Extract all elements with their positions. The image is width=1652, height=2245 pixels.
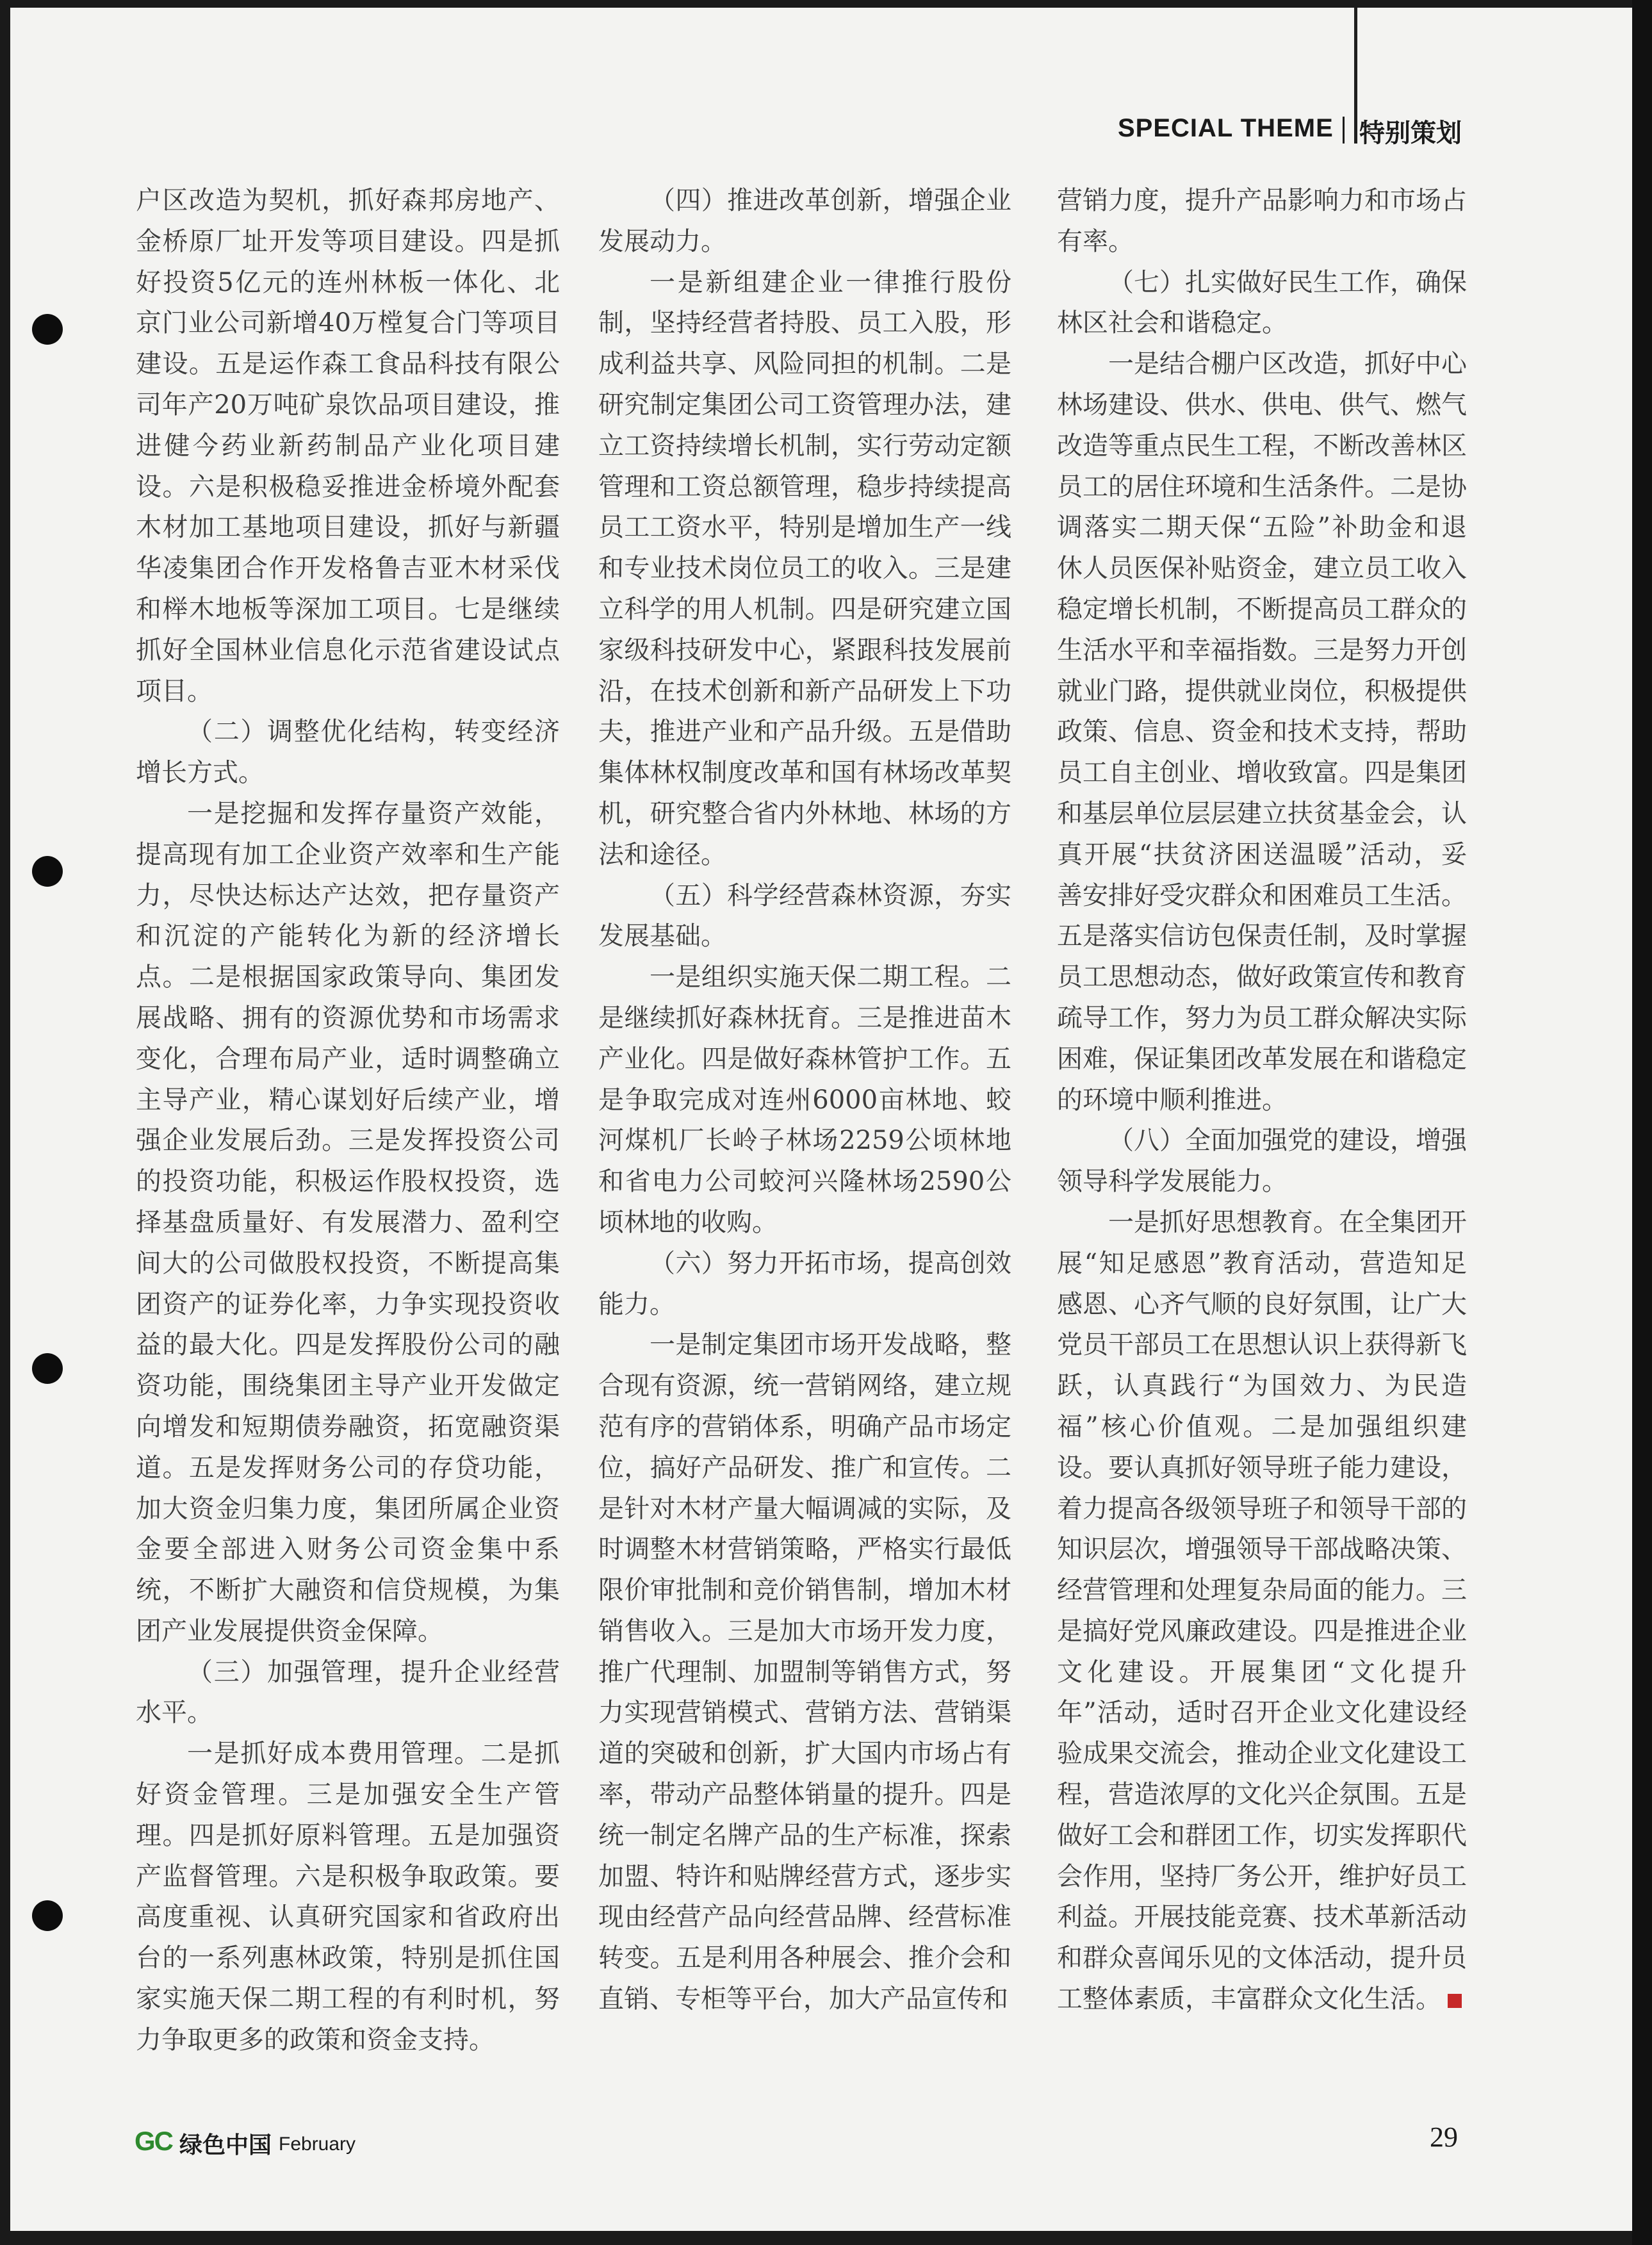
- scan-edge: [1632, 0, 1652, 2245]
- paragraph: 营销力度，提升产品影响力和市场占有率。: [1057, 186, 1467, 256]
- section-heading: （三）加强管理，提升企业经营水平。: [136, 1657, 560, 1728]
- text-column-1: [136, 181, 560, 2061]
- paragraph: 一是挖掘和发挥存量资产效能，提高现有加工企业资产效率和生产能力，尽快达标达产达效，把存量资产和沉淀的产能转化为新的经济增长点。二是根据国家政策导向、集团发展战略、拥有的资源优势和市场需求变化，合理布局产业，适时调整确立主导产业，精心谋划好后续产业，增强企业发展后劲。三是发挥投资公司的投资功能，积极运作股权投资，选择基盘质量好、有发展潜力、盈利空间大的公司做股权投资，不断提高集团资产的证券化率，力争实现投资收益的最大化。四是发挥股份公司的融资功能，围绕集团主导产业开发做定向增发和短期债券融资，拓宽融资渠道。五是发挥财务公司的存贷功能，加大资金归集力度，集团所属企业资金要全部进入财务公司资金集中系统，不断扩大融资和信贷规模，为集团产业发展提供资金保障。: [136, 798, 560, 1646]
- magazine-name: 绿色中国: [179, 2132, 272, 2159]
- end-of-article-mark: [1448, 1994, 1462, 2008]
- paragraph: 一是抓好成本费用管理。二是抓好资金管理。三是加强安全生产管理。四是抓好原料管理。五是加强资产监督管理。六是积极争取政策。要高度重视、认真研究国家和省政府出台的一系列惠林政策，特别是抓住国家实施天保二期工程的有利时机，努力争取更多的政策和资金支持。: [136, 1739, 560, 2055]
- paragraph: 一是新组建企业一律推行股份制，坚持经营者持股、员工入股，形成利益共享、风险同担的机制。二是研究制定集团公司工资管理办法，建立工资持续增长机制，实行劳动定额管理和工资总额管理，稳步持续提高员工工资水平，特别是增加生产一线和专业技术岗位员工的收入。三是建立科学的用人机制。四是研究建立国家级科技研发中心，紧跟科技发展前沿，在技术创新和新产品研发上下功夫，推进产业和产品升级。五是借助集体林权制度改革和国有林场改革契机，研究整合省内外林地、林场的方法和途径。: [598, 267, 1011, 869]
- binder-hole: [32, 314, 63, 345]
- section-heading: （八）全面加强党的建设，增强领导科学发展能力。: [1057, 1126, 1467, 1197]
- binder-hole: [32, 856, 63, 887]
- paragraph: 户区改造为契机，抓好森邦房地产、金桥原厂址开发等项目建设。四是抓好投资5亿元的连州林板一体化、北京门业公司新增40万樘复合门等项目建设。五是运作森工食品科技有限公司年产20万吨矿泉饮品项目建设，推进健今药业新药制品产业化项目建设。六是积极稳妥推进金桥境外配套木材加工基地项目建设，抓好与新疆华凌集团合作开发格鲁吉亚木材采伐和榉木地板等深加工项目。七是继续抓好全国林业信息化示范省建设试点项目。: [136, 186, 560, 706]
- header-divider-line: [1354, 8, 1357, 144]
- paragraph: 一是组织实施天保二期工程。二是继续抓好森林抚育。三是推进苗木产业化。四是做好森林管护工作。五是争取完成对连州6000亩林地、蛟河煤机厂长岭子林场2259公顷林地和省电力公司蛟河兴隆林场2590公顷林地的收购。: [598, 962, 1011, 1237]
- section-heading: （二）调整优化结构，转变经济增长方式。: [136, 717, 560, 788]
- section-heading: （五）科学经营森林资源，夯实发展基础。: [598, 880, 1011, 951]
- magazine-logo: GC: [135, 2126, 172, 2156]
- text-column-2: [598, 181, 1011, 2020]
- section-title-cn: 特别策划: [1359, 119, 1462, 148]
- binder-hole: [32, 1353, 63, 1384]
- section-heading: （四）推进改革创新，增强企业发展动力。: [598, 186, 1011, 256]
- paragraph: 一是制定集团市场开发战略，整合现有资源，统一营销网络，建立规范有序的营销体系，明确产品市场定位，搞好产品研发、推广和宣传。二是针对木材产量大幅调减的实际，及时调整木材营销策略，严格实行最低限价审批制和竞价销售制，增加木材销售收入。三是加大市场开发力度，推广代理制、加盟制等销售方式，努力实现营销模式、营销方法、营销渠道的突破和创新，扩大国内市场占有率，带动产品整体销量的提升。四是统一制定名牌产品的生产标准，探索加盟、特许和贴牌经营方式，逐步实现由经营产品向经营品牌、经营标准转变。五是利用各种展会、推介会和直销、专柜等平台，加大产品宣传和: [598, 1330, 1011, 2014]
- paragraph-final: [1057, 1203, 1467, 2020]
- header-separator: [1343, 117, 1345, 144]
- page-number: 29: [1430, 2121, 1458, 2153]
- section-title-en: SPECIAL THEME: [1118, 114, 1334, 142]
- binder-hole: [32, 1900, 63, 1931]
- section-heading: （六）努力开拓市场，提高创效能力。: [598, 1248, 1011, 1319]
- text-column-3: [1057, 181, 1467, 2020]
- issue-month: February: [279, 2134, 356, 2155]
- section-heading: （七）扎实做好民生工作，确保林区社会和谐稳定。: [1057, 267, 1467, 338]
- paragraph-text: 一是抓好思想教育。在全集团开展“知足感恩”教育活动，营造知足感恩、心齐气顺的良好氛围，让广大党员干部员工在思想认识上获得新飞跃，认真践行“为国效力、为民造福”核心价值观。二是加强组织建设。要认真抓好领导班子能力建设，着力提高各级领导班子和领导干部的知识层次，增强领导干部战略决策、经营管理和处理复杂局面的能力。三是搞好党风廉政建设。四是推进企业文化建设。开展集团“文化提升年”活动，适时召开企业文化建设经验成果交流会，推动企业文化建设工程，营造浓厚的文化兴企氛围。五是做好工会和群团工作，切实发挥职代会作用，坚持厂务公开，维护好员工利益。开展技能竞赛、技术革新活动和群众喜闻乐见的文体活动，提升员工整体素质，丰富群众文化生活。: [1057, 1207, 1467, 2014]
- paragraph: 一是结合棚户区改造，抓好中心林场建设、供水、供电、供气、燃气改造等重点民生工程，不断改善林区员工的居住环境和生活条件。二是协调落实二期天保“五险”补助金和退休人员医保补贴资金，建立员工收入稳定增长机制，不断提高员工群众的生活水平和幸福指数。三是努力开创就业门路，提供就业岗位，积极提供政策、信息、资金和技术支持，帮助员工自主创业、增收致富。四是集团和基层单位层层建立扶贫基金会，认真开展“扶贫济困送温暖”活动，妥善安排好受灾群众和困难员工生活。五是落实信访包保责任制，及时掌握员工思想动态，做好政策宣传和教育疏导工作，努力为员工群众解决实际困难，保证集团改革发展在和谐稳定的环境中顺利推进。: [1057, 349, 1467, 1115]
